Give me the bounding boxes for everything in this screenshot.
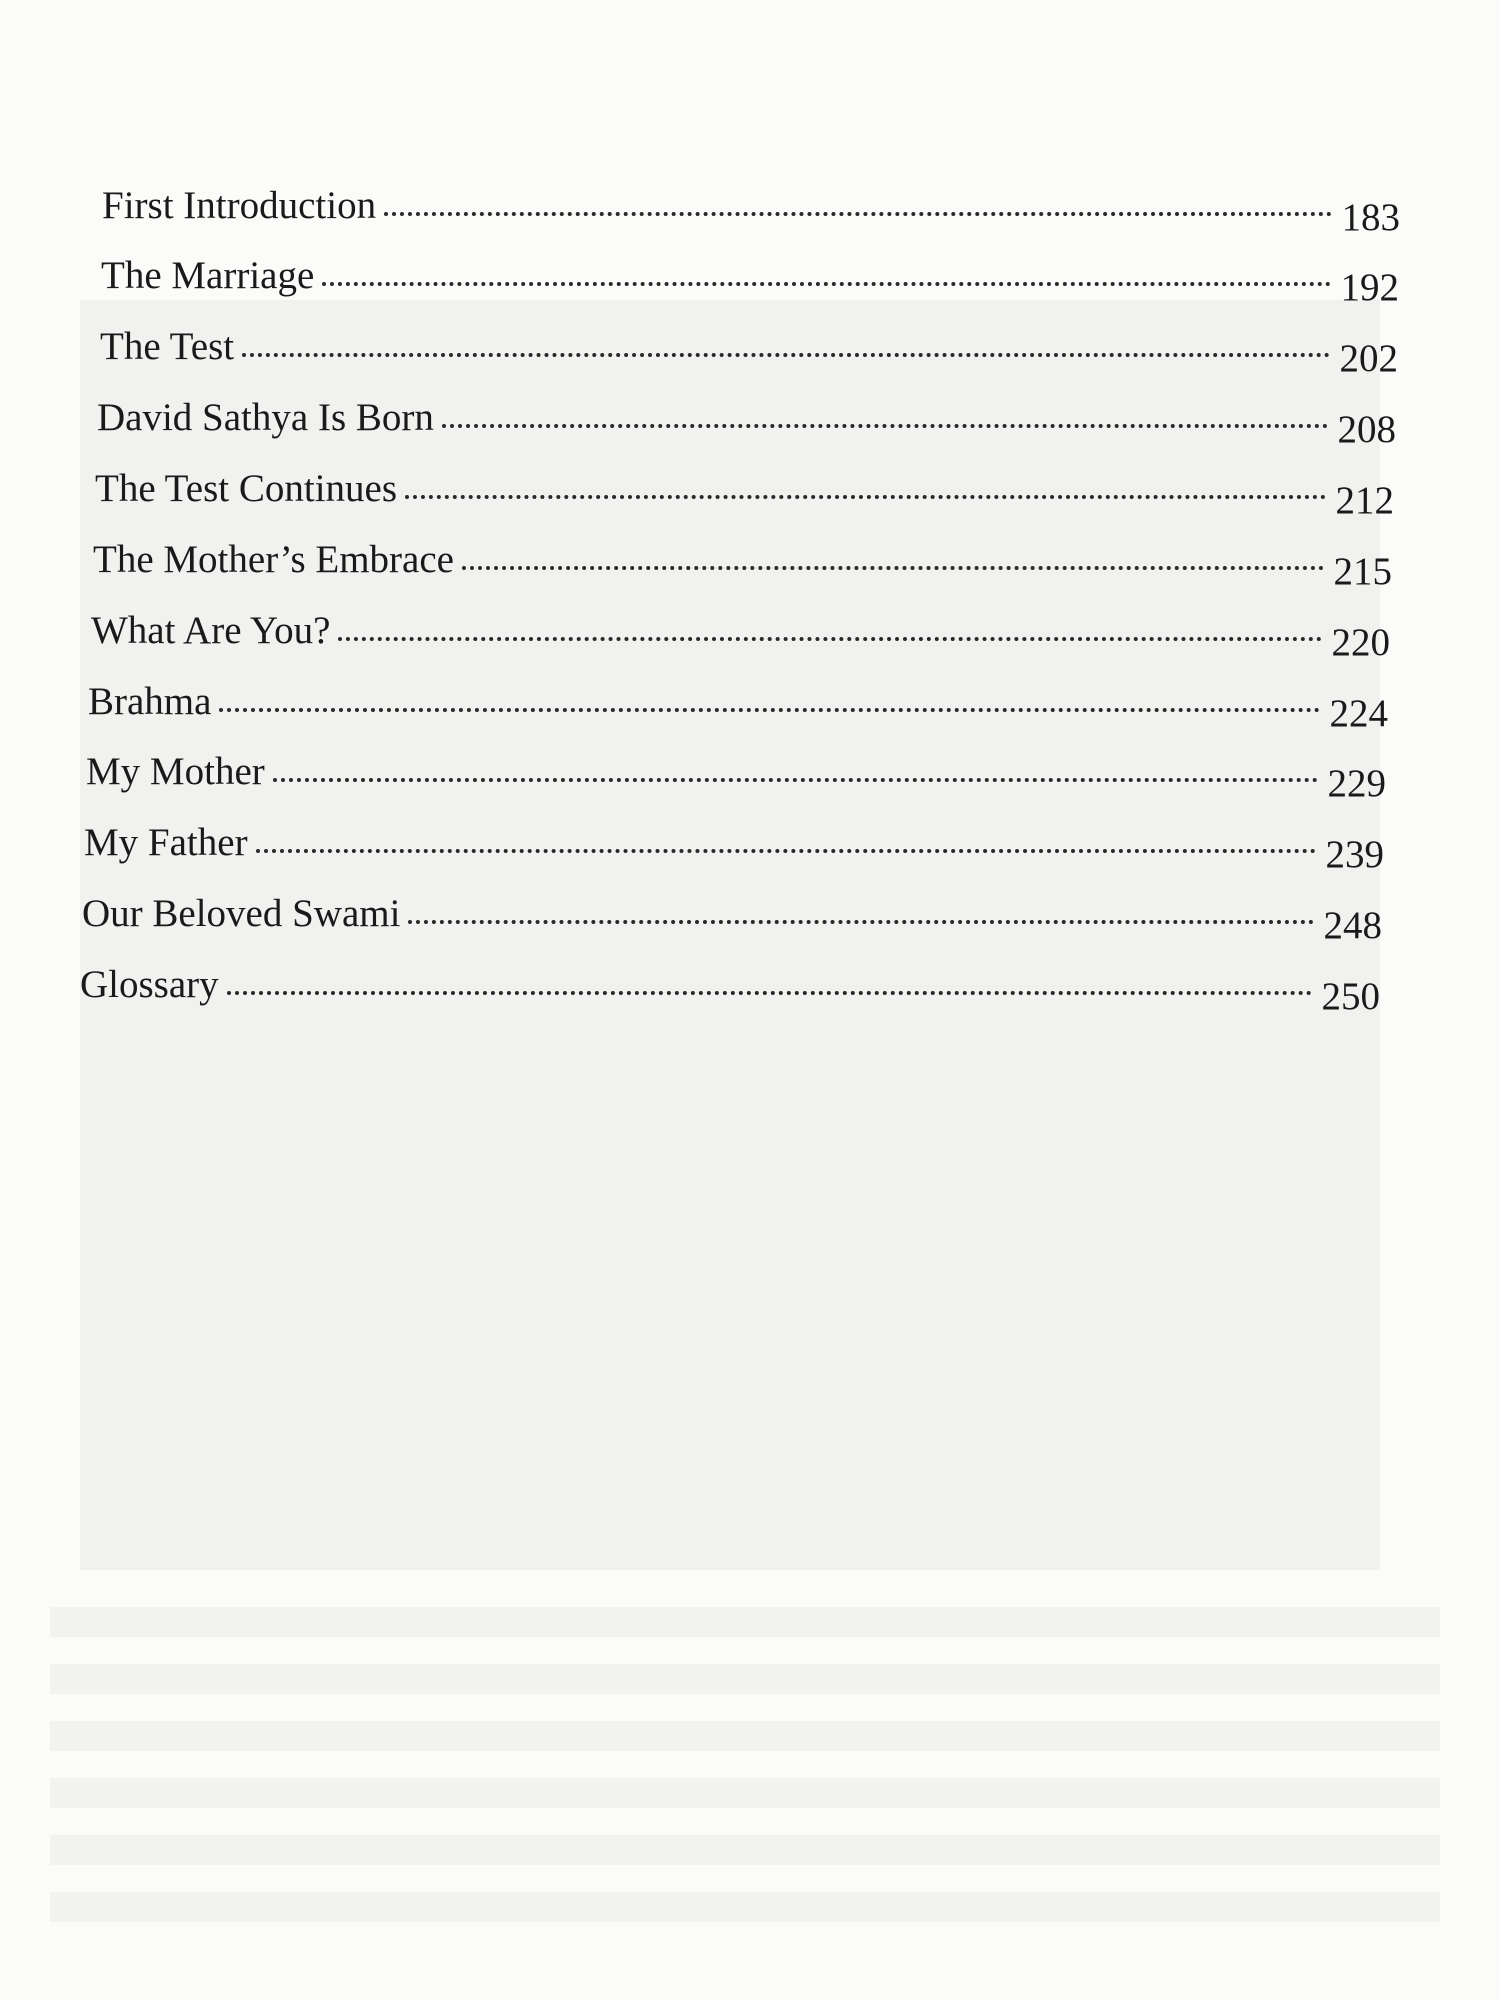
toc-entry-what-are-you <box>91 609 1390 664</box>
dot-leader <box>273 778 1318 782</box>
dot-leader <box>322 282 1330 286</box>
toc-entry-title: My Mother <box>86 750 265 793</box>
dot-leader <box>256 849 1316 853</box>
toc-entry-glossary <box>80 963 1380 1018</box>
toc-entry-page: 212 <box>1335 479 1394 522</box>
dot-leader <box>462 566 1324 570</box>
toc-entry-title: The Test <box>100 325 235 368</box>
toc-entry-page: 215 <box>1333 550 1392 593</box>
toc-entry-our-beloved-swami <box>82 892 1382 947</box>
toc-entry-title: The Test Continues <box>95 467 398 510</box>
toc-entry-page: 192 <box>1340 266 1399 309</box>
toc-entry-page: 202 <box>1339 337 1398 380</box>
toc-entry-david-sathya-is-born <box>97 396 1396 451</box>
toc-entry-page: 208 <box>1337 408 1396 451</box>
toc-entry-the-test <box>100 325 1398 380</box>
toc-entry-title: Brahma <box>88 680 212 723</box>
dot-leader <box>338 637 1321 641</box>
dot-leader <box>242 353 1329 357</box>
toc-entry-my-father <box>84 821 1384 876</box>
toc-entry-first-introduction <box>102 184 1400 239</box>
toc-entry-brahma <box>88 680 1388 735</box>
toc-entry-page: 250 <box>1321 975 1380 1018</box>
toc-entry-title: My Father <box>84 821 248 864</box>
toc-entry-title: First Introduction <box>102 184 377 227</box>
dot-leader <box>442 424 1328 428</box>
dot-leader <box>384 212 1331 216</box>
toc-entry-page: 224 <box>1329 692 1388 735</box>
toc-entry-my-mother <box>86 750 1386 805</box>
dot-leader <box>405 495 1325 499</box>
reverse-side-show-through <box>50 1585 1440 1925</box>
dot-leader <box>219 708 1319 712</box>
toc-entry-title: Our Beloved Swami <box>82 892 401 935</box>
toc-entry-page: 220 <box>1331 621 1390 664</box>
dot-leader <box>227 991 1312 995</box>
toc-entry-title: The Mother’s Embrace <box>93 538 454 581</box>
toc-entry-title: David Sathya Is Born <box>97 396 434 439</box>
toc-entry-the-test-continues <box>95 467 1394 522</box>
toc-entry-title: Glossary <box>80 963 219 1006</box>
toc-entry-title: The Marriage <box>101 254 315 297</box>
toc-entry-page: 239 <box>1325 833 1384 876</box>
dot-leader <box>408 920 1313 924</box>
toc-entry-title: What Are You? <box>91 609 331 652</box>
toc-entry-page: 183 <box>1341 196 1400 239</box>
toc-entry-the-marriage <box>101 254 1399 309</box>
toc-entry-page: 248 <box>1323 904 1382 947</box>
toc-entry-the-mothers-embrace <box>93 538 1392 593</box>
toc-entry-page: 229 <box>1327 762 1386 805</box>
